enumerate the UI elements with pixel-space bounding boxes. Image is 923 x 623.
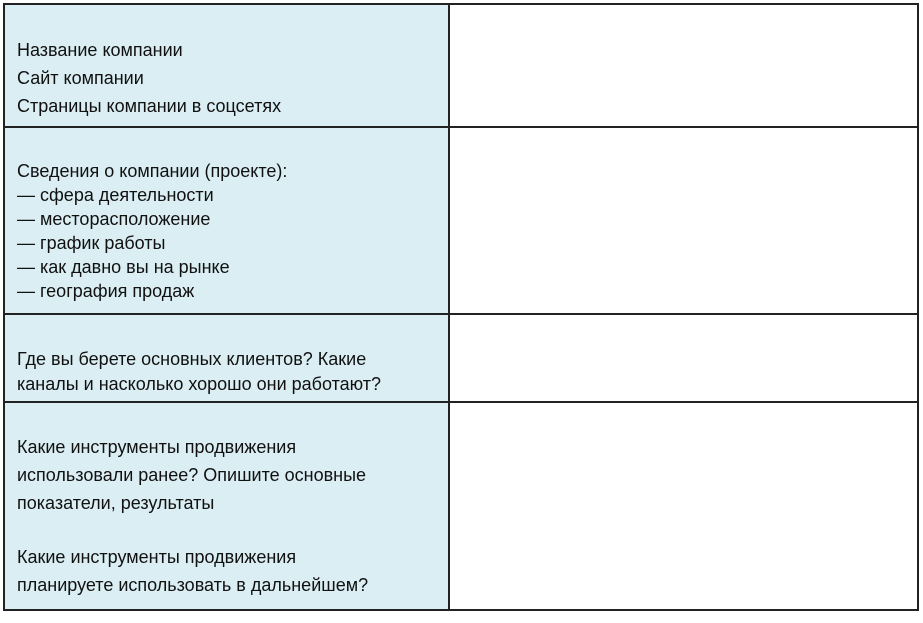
answer-cell[interactable] — [449, 402, 918, 610]
question-line: Какие инструменты продвижения — [17, 437, 297, 457]
question-line: — месторасположение — [17, 209, 211, 229]
question-line: Сведения о компании (проекте): — [17, 161, 288, 181]
question-line: Сайт компании — [17, 68, 144, 88]
question-line: — как давно вы на рынке — [17, 257, 230, 277]
answer-cell[interactable] — [449, 314, 918, 402]
question-line: Название компании — [17, 40, 183, 60]
table-row — [4, 4, 918, 127]
question-line: — сфера деятельности — [17, 185, 214, 205]
questionnaire-table — [3, 3, 919, 611]
question-line: — география продаж — [17, 281, 195, 301]
answer-cell[interactable] — [449, 4, 918, 127]
question-line: планируете использовать в дальнейшем? — [17, 575, 369, 595]
question-line: Где вы берете основных клиентов? Какие — [17, 349, 367, 369]
question-cell — [4, 314, 449, 402]
question-line: Страницы компании в соцсетях — [17, 96, 282, 116]
question-line: показатели, результаты — [17, 493, 215, 513]
paragraph-gap — [17, 517, 438, 543]
question-line: Какие инструменты продвижения — [17, 547, 297, 567]
question-cell — [4, 402, 449, 610]
table-row — [4, 127, 918, 314]
table-row — [4, 314, 918, 402]
question-line: каналы и насколько хорошо они работают? — [17, 374, 381, 394]
question-cell — [4, 4, 449, 127]
question-line: — график работы — [17, 233, 166, 253]
answer-cell[interactable] — [449, 127, 918, 314]
table-row — [4, 402, 918, 610]
question-cell — [4, 127, 449, 314]
question-line: использовали ранее? Опишите основные — [17, 465, 367, 485]
